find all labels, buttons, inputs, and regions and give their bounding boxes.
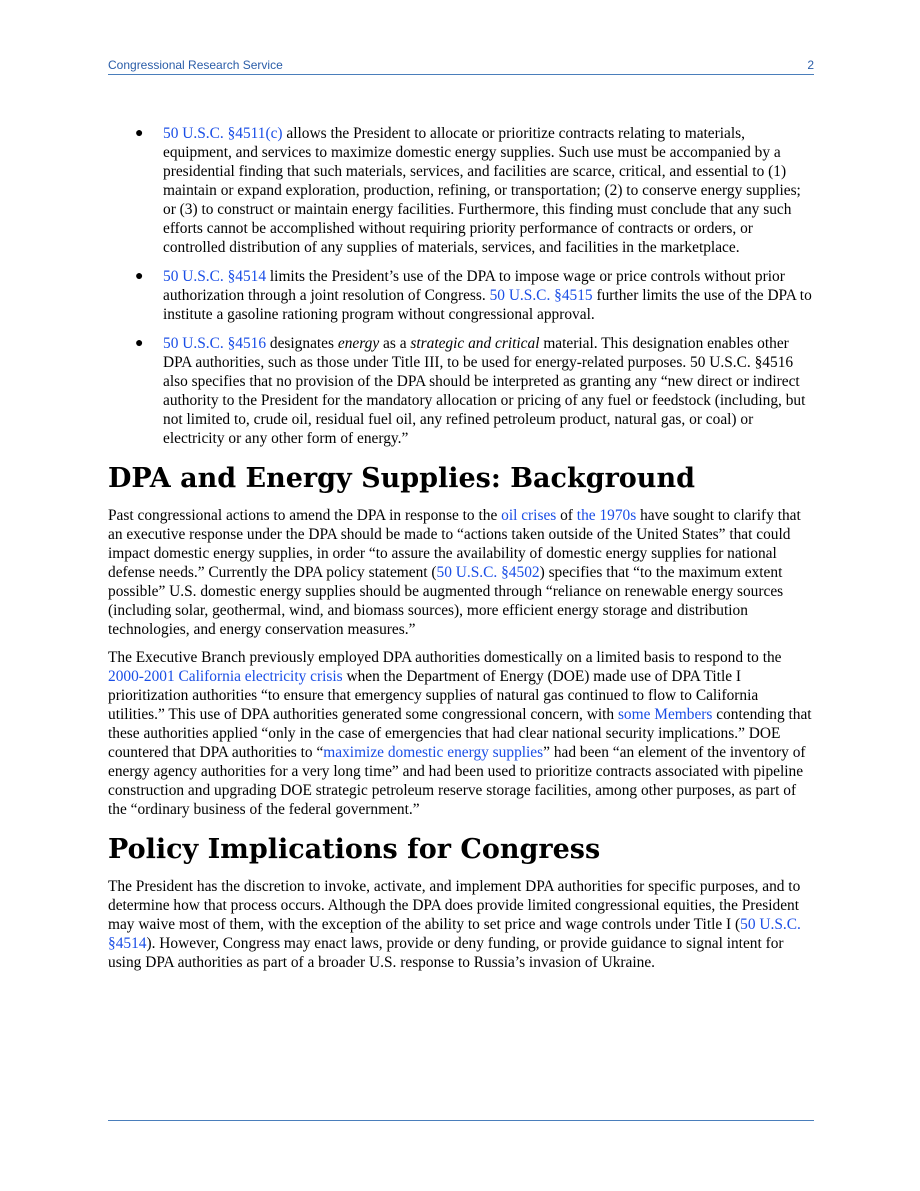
- bullet-text: further limits the use of the DPA to institute a gasoline rationing program without congressional approval.: [163, 287, 812, 323]
- page-number: 2: [807, 58, 814, 72]
- list-item: [108, 124, 814, 257]
- citation-link[interactable]: 50 U.S.C. §4514: [163, 268, 267, 285]
- citation-link[interactable]: 50 U.S.C. §4511(c): [163, 125, 283, 142]
- bullet-text: allows the President to allocate or prioritize contracts relating to materials, equipment, and services to maximize domestic energy supplies. Such use must be accompanied by a presidential finding that such materials, services, and facilities are scarce, critical, and essential to (1) maintain or expand exploration, production, refining, or transportation; (2) to conserve energy supplies; or (3) to construct or maintain energy facilities. Furthermore, this finding must conclude that any such efforts cannot be accomplished without requiring priority performance of contracts or orders, or controlled distribution of any supplies of materials, services, and facilities in the marketplace.: [163, 125, 801, 256]
- california-crisis-link[interactable]: 2000-2001 California electricity crisis: [108, 668, 343, 685]
- paragraph-text: contending that these authorities applied “only in the case of emergencies that had clear national security implications.” DOE countered that DPA authorities to “: [108, 706, 812, 761]
- citation-link[interactable]: 50 U.S.C. §4514: [108, 916, 801, 952]
- bullet-text: as a: [379, 335, 411, 352]
- citation-link[interactable]: 50 U.S.C. §4502: [436, 564, 540, 581]
- bullet-icon: ●: [135, 126, 144, 141]
- paragraph-text: ” had been “an element of the inventory of energy agency authorities for a very long time” and had been used to prioritize contracts associated with pipeline construction and upgrading DOE strategic petroleum reserve storage facilities, among other purposes, as part of the “ordinary business of the federal government.”: [108, 744, 806, 818]
- header-title: Congressional Research Service: [108, 58, 283, 72]
- paragraph-text: when the Department of Energy (DOE) made use of DPA Title I prioritization authorities “to ensure that emergency supplies of natural gas continued to flow to California utilities.” This use of DPA authorities generated some congressional concern, with: [108, 668, 759, 723]
- some-members-link[interactable]: some Members: [617, 706, 713, 723]
- emphasis-text: energy: [337, 335, 380, 352]
- paragraph: [108, 648, 814, 819]
- bullet-icon: ●: [135, 336, 144, 351]
- list-item: [108, 267, 814, 324]
- paragraph-text: ) specifies that “to the maximum extent possible” U.S. domestic energy supplies should be augmented through “reliance on renewable energy sources (including solar, geothermal, wind, and biomass sources), more efficient energy storage and distribution technologies, and energy conservation measures.”: [108, 564, 784, 638]
- paragraph: [108, 506, 814, 639]
- paragraph-text: The President has the discretion to invoke, activate, and implement DPA authorities for specific purposes, and to determine how that process occurs. Although the DPA does provide limited congressional equities, the President may waive most of them, with the exception of the ability to set price and wage controls under Title I (: [108, 878, 801, 933]
- citation-link[interactable]: 50 U.S.C. §4516: [163, 335, 267, 352]
- bullet-icon: ●: [135, 269, 144, 284]
- paragraph-text: ). However, Congress may enact laws, provide or deny funding, or provide guidance to signal intent for using DPA authorities as part of a broader U.S. response to Russia’s invasion of Ukraine.: [108, 935, 784, 971]
- emphasis-text: strategic and critical: [410, 335, 540, 352]
- oil-crises-link[interactable]: oil crises: [501, 507, 557, 524]
- bullet-text: limits the President’s use of the DPA to impose wage or price controls without prior authorization through a joint resolution of Congress.: [163, 268, 785, 304]
- section-heading-background: DPA and Energy Supplies: Background: [108, 463, 695, 494]
- paragraph-text: of: [556, 507, 577, 524]
- main-content: [108, 124, 814, 981]
- bullet-text: designates: [266, 335, 338, 352]
- list-item: [108, 334, 814, 448]
- section-heading-policy: Policy Implications for Congress: [108, 834, 601, 865]
- citation-link[interactable]: 50 U.S.C. §4515: [489, 287, 593, 304]
- page-header: [108, 58, 814, 75]
- bullet-text: material. This designation enables other DPA authorities, such as those under Title III, to be used for energy-related purposes. 50 U.S.C. §4516 also specifies that no provision of the DPA should be interpreted as granting any “new direct or indirect authority to the President for the mandatory allocation or pricing of any fuel or feedstock (including, but not limited to, crude oil, residual fuel oil, any refined petroleum product, natural gas, or coal) or electricity or any other form of energy.”: [163, 335, 806, 447]
- paragraph: [108, 877, 814, 972]
- 1970s-link[interactable]: the 1970s: [576, 507, 637, 524]
- paragraph-text: Past congressional actions to amend the DPA in response to the: [108, 507, 502, 524]
- footer-rule: [108, 1120, 814, 1121]
- paragraph-text: have sought to clarify that an executive response under the DPA should be made to “actions taken outside of the United States” that could impact domestic energy supplies, in order “to assure the availability of domestic energy supplies for national defense needs.” Currently the DPA policy statement (: [108, 507, 801, 581]
- maximize-supplies-link[interactable]: maximize domestic energy supplies: [323, 744, 544, 761]
- bullet-list: [108, 124, 814, 448]
- paragraph-text: The Executive Branch previously employed DPA authorities domestically on a limited basis to respond to the: [108, 649, 782, 666]
